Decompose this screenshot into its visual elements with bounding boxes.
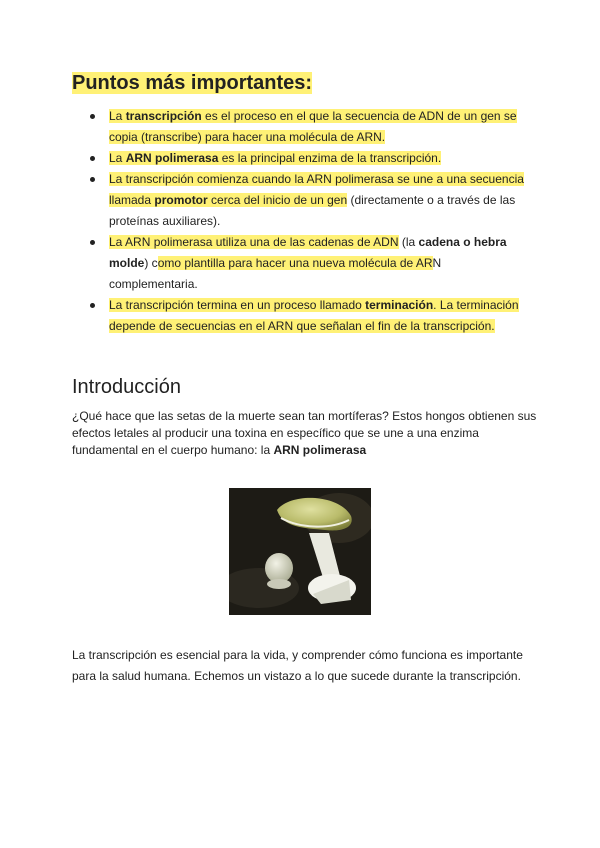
bullet-icon bbox=[90, 114, 95, 119]
key-points-list bbox=[72, 106, 532, 337]
death-cap-mushroom-image bbox=[229, 488, 371, 615]
bullet-icon bbox=[90, 240, 95, 245]
list-item: La ARN polimerasa utiliza una de las cadenas de ADN (la cadena o hebra molde) como plantilla para hacer una nueva molécula de ARN complementaria. bbox=[72, 232, 532, 295]
list-item: La transcripción termina en un proceso llamado terminación. La terminación depende de secuencias en el ARN que señalan el fin de la transcripción. bbox=[72, 295, 532, 337]
bullet-icon bbox=[90, 156, 95, 161]
bullet-icon bbox=[90, 177, 95, 182]
intro-paragraph: ¿Qué hace que las setas de la muerte sean tan mortíferas? Estos hongos obtienen sus efectos letales al producir una toxina en específico que se une a una enzima fundamental en el cuerpo humano: la ARN polimerasa bbox=[72, 409, 537, 457]
list-item: La transcripción es el proceso en el que la secuencia de ADN de un gen se copia (transcribe) para hacer una molécula de ARN. bbox=[72, 106, 532, 148]
intro-heading: Introducción bbox=[72, 376, 181, 398]
list-item: La transcripción comienza cuando la ARN polimerasa se une a una secuencia llamada promotor cerca del inicio de un gen (directamente o a través de las proteínas auxiliares). bbox=[72, 169, 532, 232]
key-points-heading: Puntos más importantes: bbox=[72, 72, 313, 94]
list-item: La ARN polimerasa es la principal enzima de la transcripción. bbox=[72, 148, 532, 169]
closing-paragraph: La transcripción es esencial para la vida, y comprender cómo funciona es importante para la salud humana. Echemos un vistazo a lo que sucede durante la transcripción. bbox=[72, 648, 523, 683]
bullet-icon bbox=[90, 303, 95, 308]
